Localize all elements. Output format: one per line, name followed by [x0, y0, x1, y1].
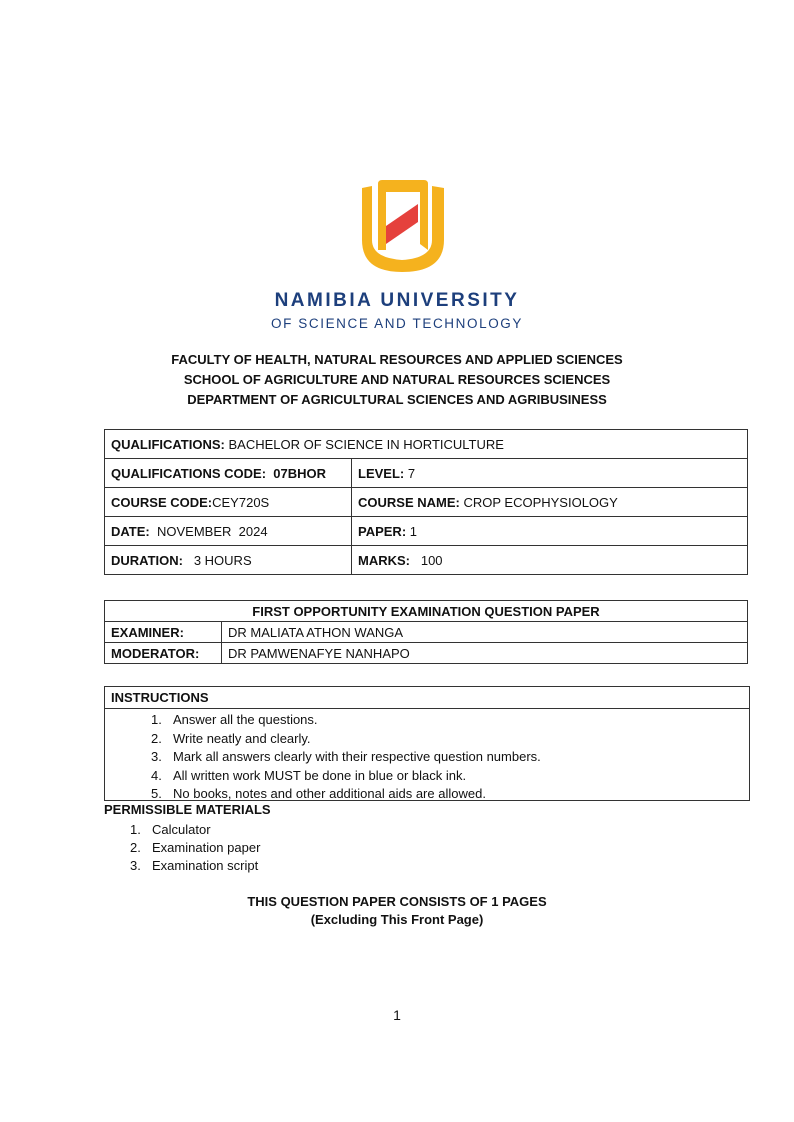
university-subtitle: OF SCIENCE AND TECHNOLOGY — [270, 316, 524, 331]
qualifications-cell: QUALIFICATIONS: BACHELOR OF SCIENCE IN HORTICULTURE — [105, 430, 748, 459]
course-name-cell: COURSE NAME: CROP ECOPHYSIOLOGY — [352, 488, 748, 517]
page-number: 1 — [393, 1007, 401, 1023]
level-cell: LEVEL: 7 — [352, 459, 748, 488]
material-item: 3. Examination script — [130, 858, 259, 873]
course-code-cell: COURSE CODE:CEY720S — [105, 488, 352, 517]
materials-list — [130, 822, 260, 876]
university-shield-logo — [358, 178, 448, 274]
course-details-table — [104, 429, 748, 575]
moderator-name: DR PAMWENAFYE NANHAPO — [222, 643, 748, 664]
material-item: 2. Examination paper — [130, 840, 261, 855]
examiners-table — [104, 600, 748, 664]
duration-cell: DURATION: 3 HOURS — [105, 546, 352, 575]
instruction-item: 5. No books, notes and other additional aids are allowed. — [151, 786, 486, 801]
exam-title: FIRST OPPORTUNITY EXAMINATION QUESTION PAPER — [105, 601, 748, 622]
material-item: 1. Calculator — [130, 822, 211, 837]
qualification-code-cell: QUALIFICATIONS CODE: 07BHOR — [105, 459, 352, 488]
moderator-label: MODERATOR: — [105, 643, 222, 664]
page-count-subnote: (Excluding This Front Page) — [310, 912, 484, 927]
instructions-title: INSTRUCTIONS — [105, 687, 749, 709]
marks-cell: MARKS: 100 — [352, 546, 748, 575]
instructions-box — [104, 686, 750, 801]
instruction-item: 4. All written work MUST be done in blue or black ink. — [151, 767, 467, 783]
materials-title: PERMISSIBLE MATERIALS — [104, 802, 271, 817]
examiner-name: DR MALIATA ATHON WANGA — [222, 622, 748, 643]
school-heading: SCHOOL OF AGRICULTURE AND NATURAL RESOURCES SCIENCES — [183, 372, 611, 387]
date-cell: DATE: NOVEMBER 2024 — [105, 517, 352, 546]
page-count-note: THIS QUESTION PAPER CONSISTS OF 1 PAGES — [247, 894, 547, 909]
department-heading: DEPARTMENT OF AGRICULTURAL SCIENCES AND AGRIBUSINESS — [187, 392, 607, 407]
university-name: NAMIBIA UNIVERSITY — [274, 290, 520, 311]
examiner-label: EXAMINER: — [105, 622, 222, 643]
faculty-heading: FACULTY OF HEALTH, NATURAL RESOURCES AND APPLIED SCIENCES — [171, 352, 623, 367]
paper-cell: PAPER: 1 — [352, 517, 748, 546]
instruction-item: 3. Mark all answers clearly with their respective question numbers. — [151, 749, 541, 764]
instruction-item: 2. Write neatly and clearly. — [151, 730, 311, 746]
instruction-item: 1. Answer all the questions. — [151, 712, 318, 727]
